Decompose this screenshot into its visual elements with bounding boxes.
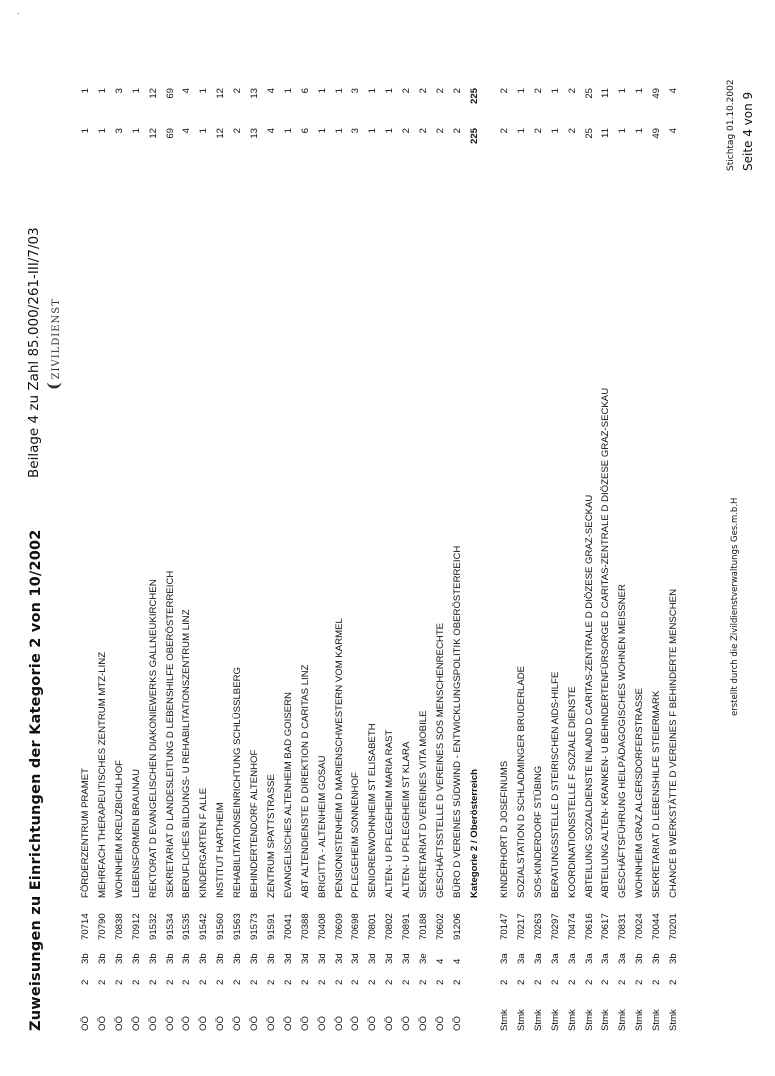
facility-name-cell: ABTEILUNG SOZIALDIENSTE INLAND D CARITAS-ZENTRALE D DIÖZESE GRAZ-SECKAU — [583, 494, 595, 898]
table-row — [450, 0, 467, 1076]
facility-number-cell: 70188 — [418, 913, 429, 940]
category-total-row — [467, 0, 484, 1076]
category-cell: 2 — [566, 979, 578, 985]
region-cell: OÖ — [215, 1016, 227, 1031]
total-count-cell: 12 — [147, 88, 159, 99]
subcategory-cell: 3b — [198, 953, 210, 964]
facility-name-cell: GESCHÄFTSFÜHRUNG HEILPÄDAGOGISCHES WOHNEN MEISSNER — [617, 584, 629, 898]
table-row — [514, 0, 531, 1076]
zivildienst-logo — [44, 298, 63, 390]
category-cell: 2 — [113, 979, 125, 985]
region-cell: OÖ — [130, 1016, 142, 1031]
count-cell: 1 — [333, 128, 345, 134]
subcategory-cell: 3b — [113, 953, 125, 964]
subcategory-cell: 3b — [249, 953, 260, 964]
table-row — [531, 0, 548, 1076]
facility-name-cell: KINDERGARTEN F ALLE — [198, 787, 210, 898]
category-cell: 2 — [549, 979, 561, 985]
category-cell: 2 — [499, 979, 510, 985]
total-count-b: 225 — [468, 88, 480, 105]
facility-number-cell: 70474 — [566, 913, 578, 940]
table-row — [598, 0, 615, 1076]
total-count-cell: 25 — [583, 88, 595, 99]
facility-number-cell: 70891 — [401, 913, 413, 940]
table-row — [163, 0, 180, 1076]
region-cell: Stmk — [566, 1009, 578, 1031]
subcategory-cell: 3b — [130, 953, 142, 964]
category-cell: 2 — [434, 979, 446, 985]
table-row — [298, 0, 315, 1076]
total-count-cell: 2 — [434, 88, 446, 94]
region-cell: Stmk — [532, 1009, 544, 1031]
total-label: Kategorie 2 / Oberösterreich — [468, 768, 480, 898]
total-count-cell: 2 — [232, 88, 244, 94]
facility-number-cell: 70297 — [549, 913, 561, 940]
subcategory-cell: 3b — [215, 953, 227, 964]
category-cell: 2 — [651, 979, 663, 985]
facility-number-cell: 70609 — [333, 913, 345, 940]
facility-number-cell: 91535 — [181, 913, 193, 940]
facility-number-cell: 70041 — [282, 913, 294, 940]
total-count-cell: 1 — [80, 88, 91, 94]
facility-number-cell: 91573 — [249, 913, 260, 940]
count-cell: 1 — [130, 128, 142, 134]
facility-name-cell: SENIORENWOHNHEIM ST ELISABETH — [367, 723, 379, 898]
facility-name-cell: LEBENSFORMEN BRAUNAU — [130, 768, 142, 898]
region-cell: OÖ — [299, 1016, 311, 1031]
region-cell: Stmk — [549, 1009, 561, 1031]
count-cell: 6 — [299, 128, 311, 134]
facility-number-cell: 70617 — [600, 913, 612, 940]
facility-number-cell: 91563 — [232, 913, 244, 940]
region-cell: OÖ — [164, 1016, 176, 1031]
category-cell: 2 — [249, 979, 260, 985]
subcategory-cell: 3a — [600, 953, 612, 964]
subcategory-cell: 3b — [651, 953, 663, 964]
category-cell: 2 — [333, 979, 345, 985]
logo-text: ZIVILDIENST — [51, 298, 62, 380]
region-cell: OÖ — [113, 1016, 125, 1031]
subcategory-cell: 3d — [282, 953, 294, 964]
subcategory-cell: 3e — [418, 953, 429, 964]
facility-number-cell: 70714 — [80, 913, 91, 940]
footer-stichtag: Stichtag 01.10.2002 — [726, 79, 736, 171]
count-cell: 2 — [418, 128, 429, 134]
total-count-cell: 1 — [515, 88, 527, 94]
count-cell: 12 — [215, 128, 227, 139]
subcategory-cell: 3a — [566, 953, 578, 964]
table-row — [146, 0, 163, 1076]
subcategory-cell: 3a — [617, 953, 629, 964]
subcategory-cell: 3b — [232, 953, 244, 964]
subcategory-cell: 3d — [384, 953, 396, 964]
facility-number-cell: 70790 — [96, 913, 108, 940]
facility-number-cell: 70616 — [583, 913, 595, 940]
table-row — [230, 0, 247, 1076]
total-count-cell: 13 — [249, 88, 260, 99]
count-cell: 11 — [600, 128, 612, 138]
table-row — [213, 0, 230, 1076]
table-row — [615, 0, 632, 1076]
facility-number-cell: 70024 — [634, 913, 646, 940]
subcategory-cell: 4 — [434, 958, 446, 964]
total-count-cell: 2 — [532, 88, 544, 94]
count-cell: 2 — [532, 128, 544, 134]
facility-number-cell: 91534 — [164, 913, 176, 940]
subcategory-cell: 3b — [96, 953, 108, 964]
total-count-cell: 1 — [367, 88, 379, 94]
total-count-cell: 1 — [130, 88, 142, 94]
table-row — [332, 0, 349, 1076]
facility-name-cell: SOZIALSTATION D SCHLADMINGER BRUDERLADE — [515, 665, 527, 898]
facility-name-cell: SEKRETARIAT D VEREINES VITA MOBILE — [418, 710, 429, 898]
total-count-cell: 1 — [333, 88, 345, 94]
table-row — [548, 0, 565, 1076]
count-cell: 25 — [583, 128, 595, 139]
count-cell: 2 — [401, 128, 413, 134]
facility-number-cell: 70147 — [499, 913, 510, 940]
region-cell: Stmk — [583, 1009, 595, 1031]
facility-name-cell: GESCHÄFTSSTELLE D VEREINES SOS MENSCHENRECHTE — [434, 622, 446, 898]
count-cell: 2 — [232, 128, 244, 134]
facility-number-cell: 70408 — [316, 913, 328, 940]
table-row — [433, 0, 450, 1076]
table-row — [129, 0, 146, 1076]
facility-number-cell: 70217 — [515, 913, 527, 940]
region-cell: OÖ — [367, 1016, 379, 1031]
region-cell: OÖ — [282, 1016, 294, 1031]
region-cell: OÖ — [198, 1016, 210, 1031]
facility-name-cell: PFLEGEHEIM SONNENHOF — [350, 772, 362, 898]
category-cell: 2 — [350, 979, 362, 985]
subcategory-cell: 3d — [333, 953, 345, 964]
subcategory-cell: 3a — [532, 953, 544, 964]
category-cell: 2 — [384, 979, 396, 985]
subcategory-cell: 3b — [265, 953, 277, 964]
beilage-reference: Beilage 4 zu Zahl 85.000/261-III/7/03 — [26, 227, 42, 478]
count-cell: 2 — [566, 128, 578, 134]
facility-name-cell: SEKRETARIAT D LEBENSHILFE STEIERMARK — [651, 690, 663, 898]
total-count-cell: 4 — [265, 88, 277, 94]
region-cell: OÖ — [434, 1016, 446, 1031]
category-cell: 2 — [80, 979, 91, 985]
count-cell: 1 — [617, 128, 629, 134]
total-count-cell: 1 — [384, 88, 396, 94]
subcategory-cell: 3b — [668, 953, 679, 964]
table-row — [365, 0, 382, 1076]
table-row — [196, 0, 213, 1076]
count-cell: 12 — [147, 128, 159, 139]
total-count-cell: 1 — [634, 88, 646, 94]
table-row — [179, 0, 196, 1076]
facility-name-cell: PENSIONISTENHEIM D MARIENSCHWESTERN VOM KARMEL — [333, 618, 345, 898]
facility-name-cell: SEKRETARIAT D LANDESLEITUNG D LEBENSHILFE OBERÖSTERREICH — [164, 570, 176, 898]
table-row — [632, 0, 649, 1076]
facility-name-cell: ABT ALTENDIENSTE D DIREKTION D CARITAS LINZ — [299, 664, 311, 898]
subcategory-cell: 3b — [80, 953, 91, 964]
facility-name-cell: INSTITUT HARTHEIM — [215, 802, 227, 898]
total-count-cell: 2 — [401, 88, 413, 94]
subcategory-cell: 3d — [401, 953, 413, 964]
region-cell: OÖ — [265, 1016, 277, 1031]
subcategory-cell: 3b — [147, 953, 159, 964]
total-count-cell: 6 — [299, 88, 311, 94]
count-cell: 4 — [265, 128, 277, 134]
table-row — [416, 0, 433, 1076]
facility-name-cell: ZENTRUM SPATTSTRASSE — [265, 774, 277, 898]
region-cell: OÖ — [147, 1016, 159, 1031]
facility-name-cell: WOHNHEIM KREUZBICHLHOF — [113, 759, 125, 898]
facility-name-cell: ALTEN- U PFLEGEHEIM ST KLARA — [401, 741, 413, 898]
table-row — [565, 0, 582, 1076]
count-cell: 4 — [668, 128, 679, 134]
count-cell: 3 — [350, 128, 362, 134]
facility-number-cell: 70912 — [130, 913, 142, 940]
subcategory-cell: 3d — [316, 953, 328, 964]
table-row — [95, 0, 112, 1076]
facility-name-cell: CHANCE B WERKSTÄTTE D VEREINES F BEHINDERTE MENSCHEN — [668, 589, 679, 898]
total-count-cell: 49 — [651, 88, 663, 99]
category-cell: 2 — [164, 979, 176, 985]
facility-name-cell: BÜRO D VEREINES SÜDWIND - ENTWICKLUNGSPOLITIK OBERÖSTERREICH — [451, 545, 463, 898]
count-cell: 2 — [499, 128, 510, 134]
category-cell: 2 — [147, 979, 159, 985]
total-count-cell: 1 — [316, 88, 328, 94]
facility-number-cell: 70831 — [617, 913, 629, 940]
region-cell: OÖ — [418, 1016, 429, 1031]
category-cell: 2 — [181, 979, 193, 985]
category-cell: 2 — [215, 979, 227, 985]
facility-number-cell: 70802 — [384, 913, 396, 940]
count-cell: 1 — [634, 128, 646, 134]
total-count-cell: 4 — [181, 88, 193, 94]
table-row — [399, 0, 416, 1076]
facility-name-cell: MEHRFACH THERAPEUTISCHES ZENTRUM MTZ-LINZ — [96, 651, 108, 898]
region-cell: Stmk — [499, 1009, 510, 1031]
total-count-cell: 1 — [617, 88, 629, 94]
count-cell: 1 — [515, 128, 527, 134]
region-cell: OÖ — [350, 1016, 362, 1031]
footer-page-number: Seite 4 von 9 — [741, 91, 755, 171]
total-count-cell: 2 — [451, 88, 463, 94]
facility-name-cell: BEHINDERTENDORF ALTENHOF — [249, 749, 260, 898]
facility-name-cell: KINDERHORT D JOSEFINUMS — [499, 760, 510, 898]
count-cell: 1 — [80, 128, 91, 134]
total-count-cell: 69 — [164, 88, 176, 99]
category-cell: 2 — [532, 979, 544, 985]
table-row — [649, 0, 666, 1076]
region-cell: Stmk — [651, 1009, 663, 1031]
category-cell: 2 — [600, 979, 612, 985]
table-row — [382, 0, 399, 1076]
total-count-a: 225 — [468, 128, 480, 145]
facility-name-cell: BERATUNGSSTELLE D STEIRISCHEN AIDS-HILFE — [549, 671, 561, 898]
count-cell: 1 — [282, 128, 294, 134]
subcategory-cell: 3b — [164, 953, 176, 964]
facility-number-cell: 70388 — [299, 913, 311, 940]
count-cell: 49 — [651, 128, 663, 139]
count-cell: 1 — [549, 128, 561, 134]
facility-name-cell: WOHNHEIM GRAZ ALGERSDORFERSTRASSE — [634, 687, 646, 898]
region-cell: OÖ — [384, 1016, 396, 1031]
subcategory-cell: 3a — [549, 953, 561, 964]
count-cell: 1 — [198, 128, 210, 134]
count-cell: 69 — [164, 128, 176, 139]
region-cell: Stmk — [600, 1009, 612, 1031]
region-cell: OÖ — [333, 1016, 345, 1031]
facility-name-cell: BERUFLICHES BILDUNGS- U REHABILITATIONSZENTRUM LINZ — [181, 609, 193, 898]
logo-swoosh-icon: ( — [44, 381, 63, 390]
region-cell: OÖ — [401, 1016, 413, 1031]
total-count-cell: 2 — [418, 88, 429, 94]
facility-number-cell: 70838 — [113, 913, 125, 940]
total-count-cell: 3 — [350, 88, 362, 94]
region-cell: Stmk — [515, 1009, 527, 1031]
facility-name-cell: REHABILITATIONSEINRICHTUNG SCHLÜSSLBERG — [232, 667, 244, 898]
table-row — [497, 0, 514, 1076]
count-cell: 3 — [113, 128, 125, 134]
subcategory-cell: 3d — [350, 953, 362, 964]
facility-number-cell: 91206 — [451, 913, 463, 940]
subcategory-cell: 3a — [515, 953, 527, 964]
table-row — [582, 0, 599, 1076]
total-count-cell: 1 — [282, 88, 294, 94]
subcategory-cell: 3a — [583, 953, 595, 964]
region-cell: OÖ — [232, 1016, 244, 1031]
region-cell: OÖ — [80, 1016, 91, 1031]
facility-number-cell: 70201 — [668, 913, 679, 940]
facility-number-cell: 91542 — [198, 913, 210, 940]
footer-created-by: erstellt durch die Zivildienstverwaltungs Ges.m.b.H — [730, 497, 740, 716]
count-cell: 1 — [367, 128, 379, 134]
facility-name-cell: BRIGITTA - ALTENHEIM GOSAU — [316, 755, 328, 898]
region-cell: OÖ — [96, 1016, 108, 1031]
total-count-cell: 4 — [668, 88, 679, 94]
facility-number-cell: 70602 — [434, 913, 446, 940]
total-count-cell: 1 — [96, 88, 108, 94]
category-cell: 2 — [282, 979, 294, 985]
category-cell: 2 — [96, 979, 108, 985]
facility-number-cell: 70698 — [350, 913, 362, 940]
category-cell: 2 — [130, 979, 142, 985]
facility-number-cell: 91560 — [215, 913, 227, 940]
total-count-cell: 1 — [549, 88, 561, 94]
facility-name-cell: REKTORAT D EVANGELISCHEN DIAKONIEWERKS GALLNEUKIRCHEN — [147, 579, 159, 898]
total-count-cell: 3 — [113, 88, 125, 94]
facility-number-cell: 91532 — [147, 913, 159, 940]
region-cell: OÖ — [249, 1016, 260, 1031]
total-count-cell: 1 — [198, 88, 210, 94]
table-row — [78, 0, 95, 1076]
edge-mark: . — [12, 12, 22, 15]
table-row — [264, 0, 281, 1076]
facility-number-cell: 70801 — [367, 913, 379, 940]
category-cell: 2 — [451, 979, 463, 985]
count-cell: 13 — [249, 128, 260, 139]
category-cell: 2 — [316, 979, 328, 985]
facility-number-cell: 91591 — [265, 913, 277, 940]
region-cell: Stmk — [668, 1009, 679, 1031]
table-row — [348, 0, 365, 1076]
count-cell: 1 — [316, 128, 328, 134]
total-count-cell: 2 — [499, 88, 510, 94]
category-cell: 2 — [418, 979, 429, 985]
region-cell: OÖ — [451, 1016, 463, 1031]
subcategory-cell: 3b — [181, 953, 193, 964]
subcategory-cell: 3d — [367, 953, 379, 964]
category-cell: 2 — [668, 979, 679, 985]
facility-number-cell: 70044 — [651, 913, 663, 940]
count-cell: 2 — [451, 128, 463, 134]
facility-name-cell: EVANGELISCHES ALTENHEIM BAD GOISERN — [282, 692, 294, 898]
subcategory-cell: 3a — [499, 953, 510, 964]
facility-number-cell: 70263 — [532, 913, 544, 940]
count-cell: 2 — [434, 128, 446, 134]
table-row — [315, 0, 332, 1076]
table-row — [112, 0, 129, 1076]
category-cell: 2 — [634, 979, 646, 985]
category-cell: 2 — [265, 979, 277, 985]
subcategory-cell: 4 — [451, 958, 463, 964]
count-cell: 4 — [181, 128, 193, 134]
category-cell: 2 — [617, 979, 629, 985]
region-cell: Stmk — [634, 1009, 646, 1031]
region-cell: OÖ — [316, 1016, 328, 1031]
category-cell: 2 — [515, 979, 527, 985]
total-count-cell: 12 — [215, 88, 227, 99]
subcategory-cell: 3d — [299, 953, 311, 964]
facility-name-cell: ALTEN- U PFLEGEHEIM MARIA RAST — [384, 729, 396, 898]
subcategory-cell: 3b — [634, 953, 646, 964]
region-cell: Stmk — [617, 1009, 629, 1031]
document-title: Zuweisungen zu Einrichtungen der Kategorie 2 von 10/2002 — [28, 529, 44, 1031]
total-count-cell: 2 — [566, 88, 578, 94]
facility-name-cell: SOS-KINDERDORF STÜBING — [532, 765, 544, 898]
count-cell: 1 — [384, 128, 396, 134]
count-cell: 1 — [96, 128, 108, 134]
category-cell: 2 — [232, 979, 244, 985]
category-cell: 2 — [198, 979, 210, 985]
table-row — [247, 0, 264, 1076]
category-cell: 2 — [299, 979, 311, 985]
total-count-cell: 11 — [600, 88, 612, 98]
table-row — [666, 0, 683, 1076]
table-row — [281, 0, 298, 1076]
category-cell: 2 — [583, 979, 595, 985]
facility-name-cell: ABTEILUNG ALTEN- KRANKEN- U BEHINDERTENFÜRSORGE D CARITAS-ZENTRALE D DIÖZESE GRAZ-SECKAU — [600, 387, 612, 898]
region-cell: OÖ — [181, 1016, 193, 1031]
category-cell: 2 — [367, 979, 379, 985]
facility-name-cell: KOORDINATIONSSTELLE F SOZIALE DIENSTE — [566, 686, 578, 898]
category-cell: 2 — [401, 979, 413, 985]
facility-name-cell: FÖRDERZENTRUM PRAMET — [80, 767, 91, 898]
